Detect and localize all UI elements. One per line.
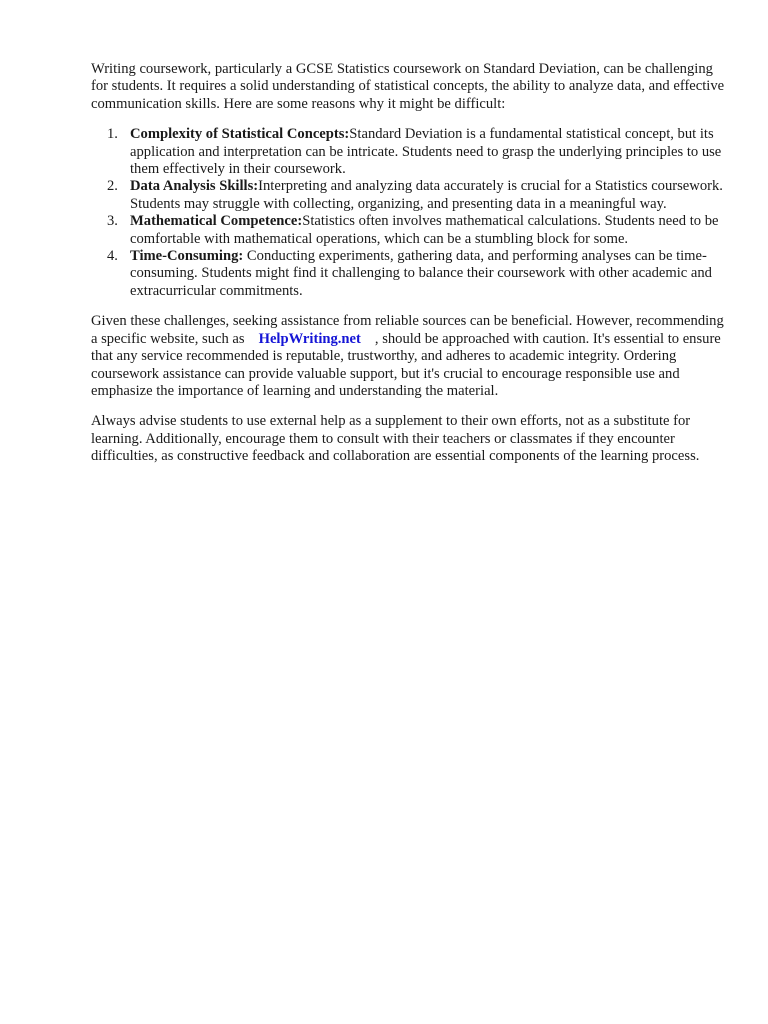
list-item-title: Time-Consuming: xyxy=(130,248,244,265)
list-item-number: 4. xyxy=(107,248,118,265)
list-item-body xyxy=(130,213,727,248)
advice-text-after-link: , should be approached with caution. It's essential to ensure that any service recommended is reputable, trustworthy, and adheres to academic integrity. Ordering coursework assistance can provide valuable support, but it's crucial to encourage responsible use and emphasize the importance of learning and understanding the material. xyxy=(91,330,721,399)
list-item-title: Complexity of Statistical Concepts: xyxy=(130,126,350,143)
document-page xyxy=(91,61,727,466)
list-item-number: 2. xyxy=(107,178,118,195)
helpwriting-link[interactable]: HelpWriting.net xyxy=(258,330,361,347)
list-item-text: Conducting experiments, gathering data, and performing analyses can be time-consuming. Students might find it challenging to balance their coursework with other academic and extracurricular commitments. xyxy=(130,248,712,299)
list-item xyxy=(107,213,727,248)
closing-paragraph: Always advise students to use external help as a supplement to their own efforts, not as a substitute for learning. Additionally, encourage them to consult with their teachers or classmates if they encounter difficulties, as constructive feedback and collaboration are essential components of the learning process. xyxy=(91,413,700,465)
list-item-body xyxy=(130,126,727,178)
advice-paragraph xyxy=(91,313,727,400)
list-item-text: Interpreting and analyzing data accurately is crucial for a Statistics coursework. Students may struggle with collecting, organizing, and presenting data in a meaningful way. xyxy=(130,178,723,212)
list-item-title: Data Analysis Skills: xyxy=(130,178,259,195)
list-item xyxy=(107,248,727,300)
list-item-text: Statistics often involves mathematical calculations. Students need to be comfortable with mathematical operations, which can be a stumbling block for some. xyxy=(130,213,719,247)
list-item xyxy=(107,178,727,213)
list-item-text: Standard Deviation is a fundamental statistical concept, but its application and interpretation can be intricate. Students need to grasp the underlying principles to use them effectively in their coursework. xyxy=(130,126,722,178)
list-item-number: 1. xyxy=(107,126,118,143)
list-item-body xyxy=(130,178,727,213)
list-item-number: 3. xyxy=(107,213,118,230)
list-item-title: Mathematical Competence: xyxy=(130,213,303,230)
list-item-body xyxy=(130,248,727,300)
advice-text-before-link: Given these challenges, seeking assistance from reliable sources can be beneficial. However, recommending a specific website, such as xyxy=(91,313,724,347)
list-item xyxy=(107,126,727,178)
intro-paragraph: Writing coursework, particularly a GCSE Statistics coursework on Standard Deviation, can be challenging for students. It requires a solid understanding of statistical concepts, the ability to analyze data, and effective communication skills. Here are some reasons why it might be difficult: xyxy=(91,61,725,112)
reasons-list xyxy=(91,126,727,300)
